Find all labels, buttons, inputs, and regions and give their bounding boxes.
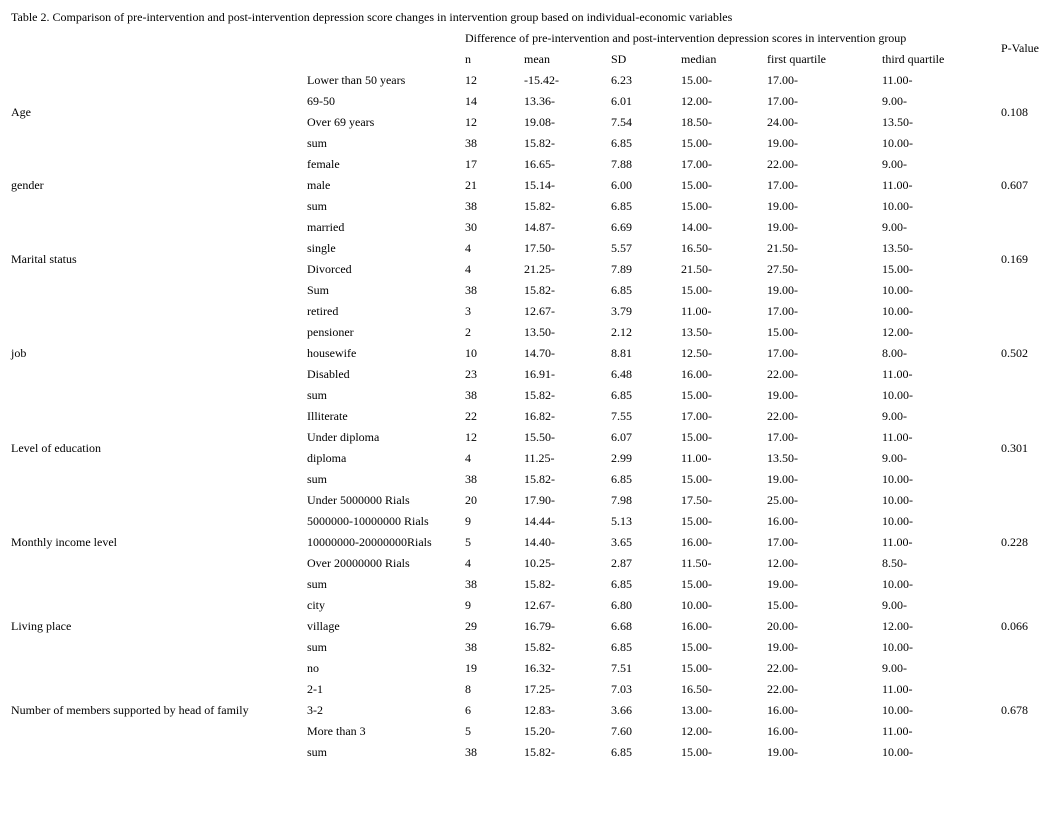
- cell-n: 38: [465, 472, 477, 486]
- cell-first-quartile: 22.00-: [767, 661, 798, 675]
- cell-first-quartile: 19.00-: [767, 388, 798, 402]
- cell-n: 38: [465, 745, 477, 759]
- cell-category: 10000000-20000000Rials: [307, 535, 432, 549]
- cell-mean: 10.25-: [524, 556, 555, 570]
- cell-n: 20: [465, 493, 477, 507]
- cell-median: 11.00-: [681, 451, 712, 465]
- cell-mean: 16.65-: [524, 157, 555, 171]
- cell-third-quartile: 10.00-: [882, 283, 913, 297]
- cell-mean: 16.32-: [524, 661, 555, 675]
- cell-third-quartile: 10.00-: [882, 136, 913, 150]
- cell-sd: 8.81: [611, 346, 632, 360]
- cell-third-quartile: 10.00-: [882, 472, 913, 486]
- column-header-sd: SD: [611, 52, 627, 66]
- cell-sd: 7.51: [611, 661, 632, 675]
- cell-n: 12: [465, 73, 477, 87]
- cell-category: Lower than 50 years: [307, 73, 406, 87]
- cell-third-quartile: 10.00-: [882, 199, 913, 213]
- cell-median: 15.00-: [681, 514, 712, 528]
- cell-category: 3-2: [307, 703, 323, 717]
- cell-mean: 14.44-: [524, 514, 555, 528]
- cell-median: 14.00-: [681, 220, 712, 234]
- cell-median: 16.00-: [681, 367, 712, 381]
- cell-first-quartile: 17.00-: [767, 94, 798, 108]
- cell-first-quartile: 15.00-: [767, 325, 798, 339]
- cell-sd: 7.03: [611, 682, 632, 696]
- cell-median: 11.50-: [681, 556, 712, 570]
- cell-third-quartile: 10.00-: [882, 388, 913, 402]
- cell-sd: 7.60: [611, 724, 632, 738]
- cell-first-quartile: 17.00-: [767, 430, 798, 444]
- cell-category: retired: [307, 304, 339, 318]
- cell-sd: 7.54: [611, 115, 632, 129]
- variable-label: Number of members supported by head of family: [11, 703, 249, 717]
- cell-first-quartile: 17.00-: [767, 73, 798, 87]
- cell-sd: 2.87: [611, 556, 632, 570]
- cell-third-quartile: 11.00-: [882, 535, 913, 549]
- cell-mean: 15.82-: [524, 472, 555, 486]
- cell-first-quartile: 17.00-: [767, 535, 798, 549]
- cell-category: Illiterate: [307, 409, 348, 423]
- cell-median: 16.00-: [681, 535, 712, 549]
- cell-n: 38: [465, 283, 477, 297]
- cell-n: 38: [465, 199, 477, 213]
- cell-category: male: [307, 178, 331, 192]
- p-value: 0.502: [1001, 346, 1028, 360]
- cell-category: sum: [307, 640, 328, 654]
- cell-n: 9: [465, 598, 471, 612]
- cell-sd: 6.85: [611, 388, 632, 402]
- cell-first-quartile: 17.00-: [767, 346, 798, 360]
- cell-third-quartile: 9.00-: [882, 661, 907, 675]
- cell-median: 15.00-: [681, 136, 712, 150]
- cell-third-quartile: 8.50-: [882, 556, 907, 570]
- cell-median: 12.00-: [681, 94, 712, 108]
- cell-category: pensioner: [307, 325, 354, 339]
- cell-third-quartile: 11.00-: [882, 367, 913, 381]
- cell-mean: 19.08-: [524, 115, 555, 129]
- cell-third-quartile: 9.00-: [882, 220, 907, 234]
- variable-label: Level of education: [11, 440, 101, 455]
- cell-median: 15.00-: [681, 430, 712, 444]
- cell-sd: 3.79: [611, 304, 632, 318]
- cell-sd: 2.99: [611, 451, 632, 465]
- cell-first-quartile: 22.00-: [767, 367, 798, 381]
- cell-median: 15.00-: [681, 178, 712, 192]
- column-header-third-quartile: third quartile: [882, 52, 945, 66]
- cell-third-quartile: 10.00-: [882, 514, 913, 528]
- cell-sd: 7.55: [611, 409, 632, 423]
- cell-sd: 6.85: [611, 745, 632, 759]
- cell-mean: 15.50-: [524, 430, 555, 444]
- cell-first-quartile: 13.50-: [767, 451, 798, 465]
- cell-category: Under diploma: [307, 430, 380, 444]
- cell-sd: 7.89: [611, 262, 632, 276]
- cell-mean: 13.36-: [524, 94, 555, 108]
- cell-mean: 15.82-: [524, 640, 555, 654]
- cell-n: 9: [465, 514, 471, 528]
- cell-first-quartile: 12.00-: [767, 556, 798, 570]
- cell-sd: 6.00: [611, 178, 632, 192]
- variable-label: job: [11, 346, 27, 360]
- cell-first-quartile: 19.00-: [767, 577, 798, 591]
- group-header: Difference of pre-intervention and post-intervention depression scores in intervention group: [465, 31, 907, 45]
- cell-mean: 17.90-: [524, 493, 555, 507]
- cell-category: Over 69 years: [307, 115, 375, 129]
- p-value: 0.678: [1001, 703, 1028, 717]
- cell-category: sum: [307, 745, 328, 759]
- cell-sd: 6.85: [611, 577, 632, 591]
- cell-category: village: [307, 619, 340, 633]
- cell-third-quartile: 8.00-: [882, 346, 907, 360]
- cell-mean: 15.82-: [524, 283, 555, 297]
- cell-first-quartile: 22.00-: [767, 409, 798, 423]
- cell-third-quartile: 11.00-: [882, 724, 913, 738]
- cell-mean: 15.20-: [524, 724, 555, 738]
- cell-category: female: [307, 157, 340, 171]
- cell-third-quartile: 9.00-: [882, 409, 907, 423]
- cell-median: 17.00-: [681, 409, 712, 423]
- cell-median: 16.00-: [681, 619, 712, 633]
- cell-sd: 5.57: [611, 241, 632, 255]
- cell-third-quartile: 11.00-: [882, 682, 913, 696]
- cell-sd: 6.07: [611, 430, 632, 444]
- cell-mean: 21.25-: [524, 262, 555, 276]
- cell-third-quartile: 11.00-: [882, 178, 913, 192]
- cell-first-quartile: 24.00-: [767, 115, 798, 129]
- cell-category: city: [307, 598, 325, 612]
- cell-mean: 17.25-: [524, 682, 555, 696]
- cell-category: sum: [307, 136, 328, 150]
- cell-third-quartile: 11.00-: [882, 73, 913, 87]
- cell-n: 21: [465, 178, 477, 192]
- cell-n: 4: [465, 556, 471, 570]
- cell-mean: 14.40-: [524, 535, 555, 549]
- cell-median: 13.50-: [681, 325, 712, 339]
- cell-third-quartile: 9.00-: [882, 598, 907, 612]
- cell-category: 2-1: [307, 682, 323, 696]
- cell-n: 4: [465, 451, 471, 465]
- cell-n: 6: [465, 703, 471, 717]
- cell-mean: 13.50-: [524, 325, 555, 339]
- cell-third-quartile: 12.00-: [882, 619, 913, 633]
- cell-sd: 3.65: [611, 535, 632, 549]
- cell-sd: 6.85: [611, 136, 632, 150]
- cell-category: no: [307, 661, 319, 675]
- cell-median: 15.00-: [681, 199, 712, 213]
- cell-category: Under 5000000 Rials: [307, 493, 410, 507]
- cell-category: Sum: [307, 283, 330, 297]
- cell-category: diploma: [307, 451, 347, 465]
- cell-mean: 15.82-: [524, 745, 555, 759]
- cell-category: sum: [307, 199, 328, 213]
- cell-n: 38: [465, 388, 477, 402]
- cell-third-quartile: 11.00-: [882, 430, 913, 444]
- pvalue-header: P-Value: [1001, 41, 1039, 55]
- cell-first-quartile: 27.50-: [767, 262, 798, 276]
- cell-n: 12: [465, 115, 477, 129]
- cell-category: housewife: [307, 346, 357, 360]
- cell-median: 18.50-: [681, 115, 712, 129]
- cell-mean: 12.67-: [524, 304, 555, 318]
- cell-third-quartile: 12.00-: [882, 325, 913, 339]
- cell-sd: 6.85: [611, 472, 632, 486]
- cell-sd: 7.98: [611, 493, 632, 507]
- cell-first-quartile: 19.00-: [767, 745, 798, 759]
- cell-median: 15.00-: [681, 388, 712, 402]
- cell-third-quartile: 9.00-: [882, 451, 907, 465]
- cell-mean: 15.82-: [524, 388, 555, 402]
- cell-category: Over 20000000 Rials: [307, 556, 410, 570]
- cell-third-quartile: 10.00-: [882, 703, 913, 717]
- cell-n: 38: [465, 136, 477, 150]
- cell-sd: 6.48: [611, 367, 632, 381]
- cell-mean: 16.82-: [524, 409, 555, 423]
- p-value: 0.169: [1001, 251, 1028, 266]
- cell-third-quartile: 10.00-: [882, 577, 913, 591]
- cell-n: 12: [465, 430, 477, 444]
- cell-sd: 5.13: [611, 514, 632, 528]
- cell-first-quartile: 16.00-: [767, 724, 798, 738]
- cell-n: 5: [465, 535, 471, 549]
- cell-category: 69-50: [307, 94, 335, 108]
- cell-first-quartile: 22.00-: [767, 682, 798, 696]
- variable-label: Living place: [11, 619, 72, 633]
- p-value: 0.607: [1001, 178, 1028, 192]
- cell-n: 5: [465, 724, 471, 738]
- cell-mean: 16.79-: [524, 619, 555, 633]
- cell-third-quartile: 9.00-: [882, 157, 907, 171]
- cell-sd: 6.85: [611, 199, 632, 213]
- variable-label: Age: [11, 104, 31, 119]
- cell-n: 23: [465, 367, 477, 381]
- cell-n: 30: [465, 220, 477, 234]
- cell-mean: -15.42-: [524, 73, 559, 87]
- column-header-mean: mean: [524, 52, 550, 66]
- cell-first-quartile: 19.00-: [767, 472, 798, 486]
- cell-mean: 11.25-: [524, 451, 555, 465]
- column-header-median: median: [681, 52, 717, 66]
- cell-n: 22: [465, 409, 477, 423]
- p-value: 0.301: [1001, 440, 1028, 455]
- cell-first-quartile: 16.00-: [767, 514, 798, 528]
- cell-median: 15.00-: [681, 472, 712, 486]
- cell-sd: 6.69: [611, 220, 632, 234]
- cell-third-quartile: 15.00-: [882, 262, 913, 276]
- cell-first-quartile: 19.00-: [767, 640, 798, 654]
- cell-sd: 7.88: [611, 157, 632, 171]
- cell-first-quartile: 19.00-: [767, 199, 798, 213]
- cell-n: 17: [465, 157, 477, 171]
- cell-first-quartile: 17.00-: [767, 178, 798, 192]
- cell-category: sum: [307, 388, 328, 402]
- cell-mean: 16.91-: [524, 367, 555, 381]
- cell-first-quartile: 19.00-: [767, 283, 798, 297]
- cell-median: 15.00-: [681, 640, 712, 654]
- p-value: 0.228: [1001, 535, 1028, 549]
- cell-n: 38: [465, 577, 477, 591]
- cell-n: 14: [465, 94, 477, 108]
- cell-category: More than 3: [307, 724, 366, 738]
- cell-sd: 6.80: [611, 598, 632, 612]
- cell-third-quartile: 10.00-: [882, 493, 913, 507]
- cell-median: 16.50-: [681, 241, 712, 255]
- cell-category: sum: [307, 577, 328, 591]
- cell-sd: 6.01: [611, 94, 632, 108]
- cell-n: 2: [465, 325, 471, 339]
- cell-mean: 15.82-: [524, 199, 555, 213]
- cell-mean: 15.14-: [524, 178, 555, 192]
- cell-median: 10.00-: [681, 598, 712, 612]
- cell-first-quartile: 16.00-: [767, 703, 798, 717]
- cell-n: 4: [465, 241, 471, 255]
- cell-first-quartile: 19.00-: [767, 136, 798, 150]
- cell-n: 38: [465, 640, 477, 654]
- cell-mean: 14.70-: [524, 346, 555, 360]
- cell-sd: 6.85: [611, 283, 632, 297]
- cell-first-quartile: 20.00-: [767, 619, 798, 633]
- cell-mean: 15.82-: [524, 577, 555, 591]
- cell-n: 29: [465, 619, 477, 633]
- cell-median: 16.50-: [681, 682, 712, 696]
- cell-first-quartile: 22.00-: [767, 157, 798, 171]
- cell-category: single: [307, 241, 336, 255]
- cell-third-quartile: 13.50-: [882, 115, 913, 129]
- cell-sd: 6.23: [611, 73, 632, 87]
- cell-median: 13.00-: [681, 703, 712, 717]
- cell-first-quartile: 19.00-: [767, 220, 798, 234]
- cell-mean: 12.67-: [524, 598, 555, 612]
- cell-category: sum: [307, 472, 328, 486]
- cell-median: 15.00-: [681, 661, 712, 675]
- cell-sd: 3.66: [611, 703, 632, 717]
- cell-mean: 14.87-: [524, 220, 555, 234]
- cell-median: 11.00-: [681, 304, 712, 318]
- p-value: 0.066: [1001, 619, 1028, 633]
- cell-median: 15.00-: [681, 577, 712, 591]
- column-header-first-quartile: first quartile: [767, 52, 826, 66]
- cell-third-quartile: 10.00-: [882, 745, 913, 759]
- variable-label: Monthly income level: [11, 535, 117, 549]
- cell-median: 15.00-: [681, 73, 712, 87]
- cell-n: 4: [465, 262, 471, 276]
- cell-median: 17.50-: [681, 493, 712, 507]
- cell-median: 21.50-: [681, 262, 712, 276]
- cell-mean: 15.82-: [524, 136, 555, 150]
- cell-median: 12.50-: [681, 346, 712, 360]
- cell-category: 5000000-10000000 Rials: [307, 514, 429, 528]
- cell-first-quartile: 15.00-: [767, 598, 798, 612]
- cell-first-quartile: 17.00-: [767, 304, 798, 318]
- cell-category: Disabled: [307, 367, 350, 381]
- cell-sd: 2.12: [611, 325, 632, 339]
- cell-first-quartile: 21.50-: [767, 241, 798, 255]
- cell-third-quartile: 13.50-: [882, 241, 913, 255]
- cell-n: 19: [465, 661, 477, 675]
- cell-sd: 6.85: [611, 640, 632, 654]
- column-header-n: n: [465, 52, 471, 66]
- cell-n: 10: [465, 346, 477, 360]
- cell-third-quartile: 10.00-: [882, 304, 913, 318]
- variable-label: gender: [11, 178, 44, 192]
- cell-n: 8: [465, 682, 471, 696]
- cell-median: 15.00-: [681, 283, 712, 297]
- cell-mean: 17.50-: [524, 241, 555, 255]
- cell-mean: 12.83-: [524, 703, 555, 717]
- cell-median: 15.00-: [681, 745, 712, 759]
- table-caption: Table 2. Comparison of pre-intervention and post-intervention depression score changes in intervention group based on individual-economic variables: [11, 10, 733, 24]
- cell-sd: 6.68: [611, 619, 632, 633]
- cell-n: 3: [465, 304, 471, 318]
- cell-category: married: [307, 220, 345, 234]
- cell-third-quartile: 9.00-: [882, 94, 907, 108]
- cell-first-quartile: 25.00-: [767, 493, 798, 507]
- cell-category: Divorced: [307, 262, 352, 276]
- cell-median: 17.00-: [681, 157, 712, 171]
- variable-label: Marital status: [11, 251, 77, 266]
- cell-third-quartile: 10.00-: [882, 640, 913, 654]
- cell-median: 12.00-: [681, 724, 712, 738]
- p-value: 0.108: [1001, 104, 1028, 119]
